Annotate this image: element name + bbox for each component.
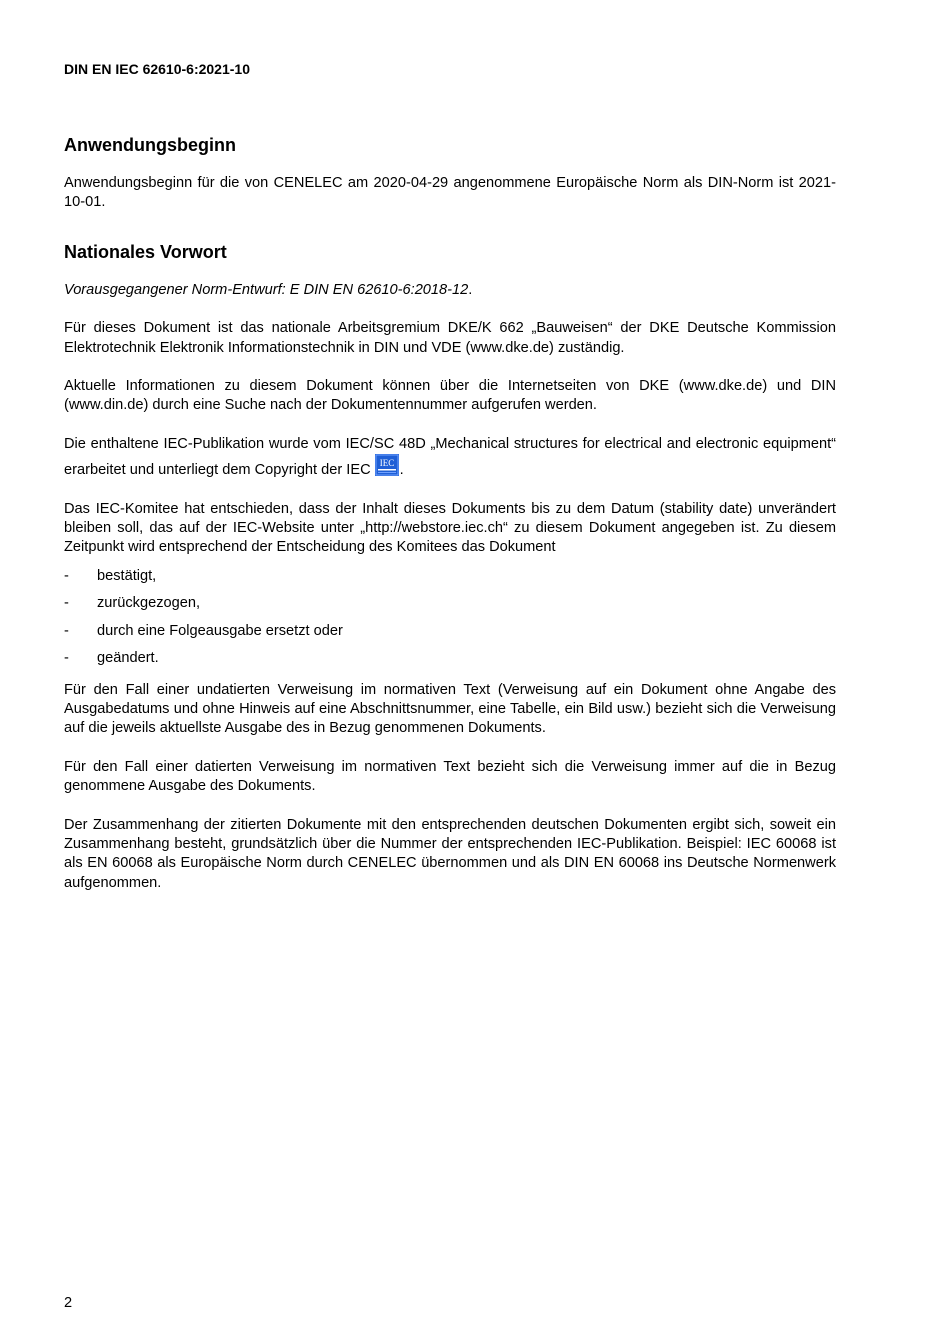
- iec-publication-text: Die enthaltene IEC-Publikation wurde vom IEC/SC 48D „Mechanical structures for electrical and electronic equipment“ erarbeitet und unterliegt dem Copyright der IEC: [64, 435, 836, 479]
- list-dash: -: [64, 650, 69, 667]
- paragraph-undated-reference: Für den Fall einer undatierten Verweisung im normativen Text (Verweisung auf ein Dokument ohne Angabe des Ausgabedatums und ohne Hinweis auf eine Abschnittsnummer, eine Tabelle, ein Bild usw.) bezieht sich die Verweisung auf die jeweils aktuellste Ausgabe des in Bezug genommenen Dokuments.: [64, 681, 836, 737]
- document-id-header: DIN EN IEC 62610-6:2021-10: [64, 61, 250, 77]
- list-dash: -: [64, 622, 69, 639]
- draft-note-paragraph: [64, 281, 836, 300]
- iec-logo-label: IEC: [379, 458, 394, 469]
- draft-note-period: .: [468, 281, 473, 298]
- draft-note: Vorausgegangener Norm-Entwurf: E DIN EN 62610-6:2018-12: [64, 281, 469, 298]
- document-body: [64, 130, 836, 893]
- section-title-anwendungsbeginn: Anwendungsbeginn: [64, 135, 236, 155]
- paragraph-responsibility: Für dieses Dokument ist das nationale Arbeitsgremium DKE/K 662 „Bauweisen“ der DKE Deutsche Kommission Elektrotechnik Elektronik Informationstechnik in DIN und VDE (www.dke.de) zuständig.: [64, 320, 836, 356]
- paragraph-iec-publication: [64, 435, 836, 481]
- list-item: [64, 622, 836, 641]
- paragraph-document-relationship: Der Zusammenhang der zitierten Dokumente mit den entsprechenden deutschen Dokumenten ergibt sich, soweit ein Zusammenhang besteht, grundsätzlich über die Nummer der entsprechenden IEC-Publikation. Beispiel: IEC 60068 ist als EN 60068 als Europäische Norm durch CENELEC übernommen und als DIN EN 60068 ins Deutsche Normenwerk aufgenommen.: [64, 816, 836, 891]
- iec-publication-period: .: [399, 462, 404, 479]
- list-dash: -: [64, 567, 69, 584]
- list-item-text: geändert.: [97, 650, 159, 667]
- list-item: [64, 594, 836, 613]
- paragraph-current-info: Aktuelle Informationen zu diesem Dokument können über die Internetseiten von DKE (www.dke.de) und DIN (www.din.de) durch eine Suche nach der Dokumentennummer aufgerufen werden.: [64, 378, 836, 414]
- iec-logo: [375, 454, 399, 476]
- anwendungsbeginn-text: Anwendungsbeginn für die von CENELEC am 2020-04-29 angenommene Europäische Norm als DIN-Norm ist 2021-10-01.: [64, 175, 836, 211]
- list-item: [64, 649, 836, 668]
- list-item-text: zurückgezogen,: [97, 595, 201, 612]
- paragraph-dated-reference: Für den Fall einer datierten Verweisung im normativen Text bezieht sich die Verweisung immer auf die in Bezug genommene Ausgabe des Dokuments.: [64, 758, 836, 795]
- decision-list: [64, 567, 836, 669]
- list-item-text: durch eine Folgeausgabe ersetzt oder: [97, 622, 343, 639]
- section-title-nationales-vorwort: Nationales Vorwort: [64, 241, 227, 262]
- list-dash: -: [64, 595, 69, 612]
- list-item: [64, 567, 836, 586]
- page-number: 2: [64, 1295, 73, 1311]
- list-item-text: bestätigt,: [97, 567, 157, 584]
- paragraph-stability-date: Das IEC-Komitee hat entschieden, dass der Inhalt dieses Dokuments bis zu dem Datum (stability date) unverändert bleiben soll, das auf der IEC-Website unter „http://webstore.iec.ch“ zu diesem Dokument angegeben ist. Zu diesem Zeitpunkt wird entsprechend der Entscheidung des Komitees das Dokument: [64, 500, 836, 556]
